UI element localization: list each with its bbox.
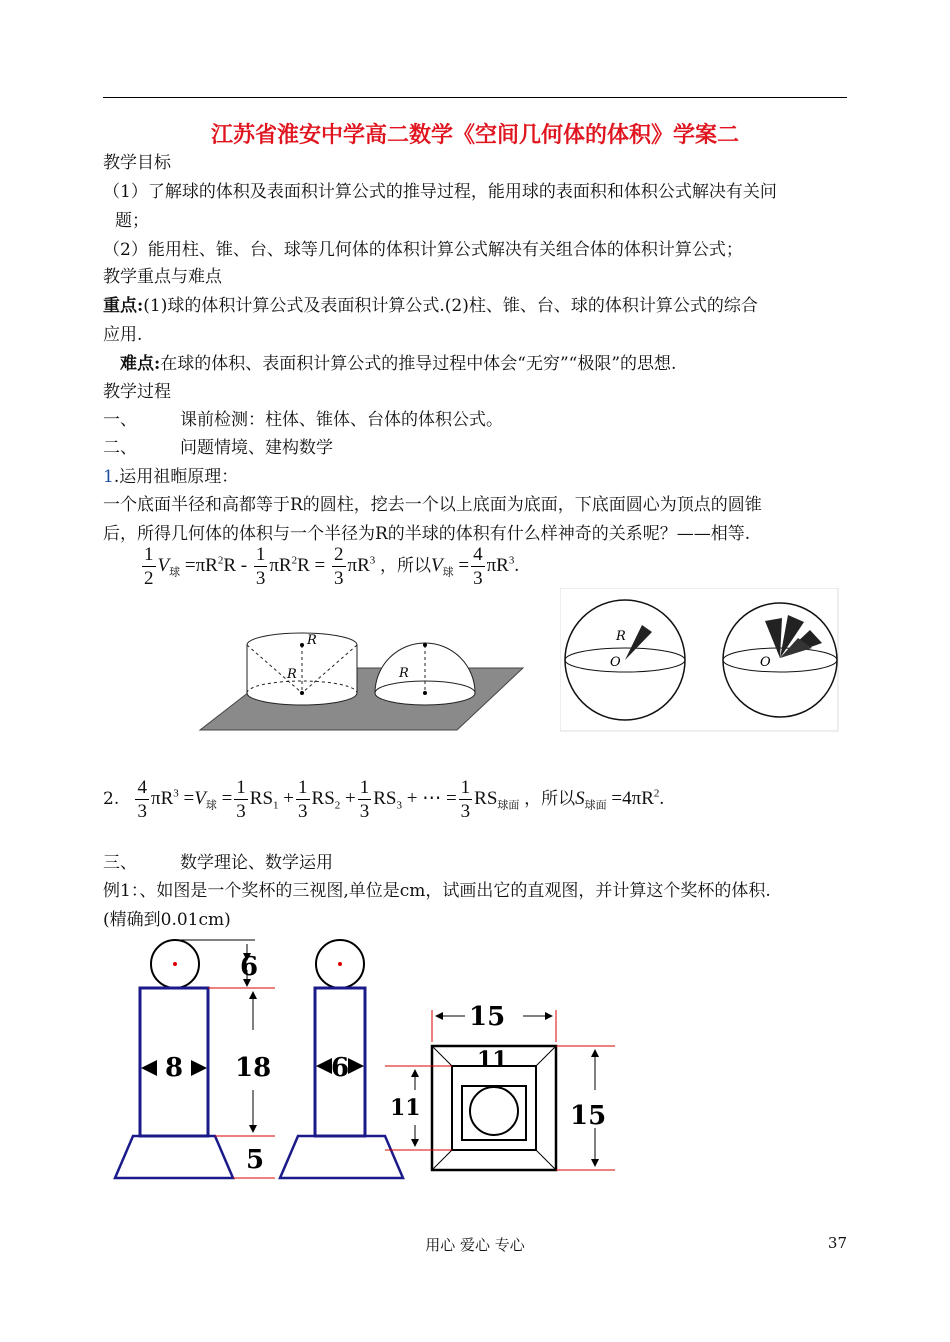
top-ball	[470, 1087, 518, 1135]
section-3-text: 数学理论、数学运用	[180, 853, 333, 873]
difficult-text: 在球的体积、表面积计算公式的推导过程中体会“无穷”“极限”的思想.	[160, 354, 677, 374]
point-1-heading	[103, 462, 238, 487]
footer-motto: 用心 爱心 专心	[425, 1236, 525, 1254]
key-text-1: (1)球的体积计算公式及表面积计算公式.(2)柱、锥、台、球的体积计算公式的综合	[143, 296, 758, 316]
example-1-line2: (精确到0.01cm)	[103, 910, 231, 930]
objective-1-line1: （1）了解球的体积及表面积计算公式的推导过程，能用球的表面积和体积公式解决有关问	[103, 182, 777, 202]
dim-right-15: 15	[570, 1101, 607, 1131]
sphere-figures	[560, 588, 840, 733]
difficult-label: 难点:	[120, 354, 161, 374]
dim-ball-6: 6	[240, 952, 259, 982]
page-number: 37	[827, 1234, 847, 1252]
cylinder-top-center	[300, 643, 304, 647]
sphere-1-label-R: R	[616, 629, 626, 644]
dim-height-18: 18	[235, 1053, 272, 1083]
key-point	[103, 291, 758, 316]
section-3-number: 三、	[103, 853, 137, 873]
section-2-number: 二、	[103, 438, 137, 458]
dim-left-11: 11	[390, 1095, 421, 1121]
section-1-text: 课前检测：柱体、锥体、台体的体积公式。	[180, 410, 503, 430]
dim-width-8: 8	[165, 1053, 184, 1083]
hemisphere-center	[423, 691, 427, 695]
side-base	[280, 1136, 403, 1178]
hemisphere-top	[423, 643, 427, 647]
process-heading: 教学过程	[103, 382, 171, 402]
label-R-height: R	[287, 667, 297, 682]
point-1-body-line2: 后，所得几何体的体积与一个半径为R的半球的体积有什么样神奇的关系呢？——相等.	[103, 524, 751, 544]
frac-half: $\frac{1}{2}$	[144, 544, 154, 589]
objective-2: （2）能用柱、锥、台、球等几何体的体积计算公式解决有关组合体的体积计算公式；	[103, 240, 743, 260]
front-base	[115, 1136, 233, 1178]
point-1-title: .运用祖暅原理：	[113, 467, 239, 487]
frac-four-thirds: $\frac{4}{3}$	[473, 544, 483, 589]
objectives-heading: 教学目标	[103, 153, 171, 173]
key-label: 重点:	[103, 296, 144, 316]
frac-third: $\frac{1}{3}$	[255, 544, 266, 589]
top-mid-square	[452, 1066, 536, 1150]
header-rule	[103, 97, 847, 98]
dim-base-5: 5	[246, 1145, 265, 1175]
label-R-hemisphere: R	[399, 666, 409, 681]
key-point-line2: 应用.	[103, 325, 143, 345]
example-1-line1: 例1：、如图是一个奖杯的三视图,单位是cm，试画出它的直观图，并计算这个奖杯的体积.	[103, 881, 771, 901]
sphere-1-label-O: O	[610, 655, 621, 670]
side-view	[280, 940, 403, 1178]
difficult-point	[120, 349, 676, 374]
page-title: 江苏省淮安中学高二数学《空间几何体的体积》学案二	[210, 122, 739, 148]
point-1-body-line1: 一个底面半径和高都等于R的圆柱，挖去一个以上底面为底面，下底面圆心为顶点的圆锥	[103, 495, 762, 515]
sphere-2-label-O: O	[760, 655, 771, 670]
dim-side-6: 6	[331, 1053, 350, 1083]
section-2-text: 问题情境、建构数学	[180, 438, 333, 458]
label-R-top: R	[307, 633, 317, 648]
formula-1: $\frac{1}{2}$ $V_球 =\pi R^2R$ - $\frac{1}{3}$ $\pi R^2R$ = $\frac{2}{3}$ $\pi R^3$ ，所以$V_球$ = $\frac{4}{3}$ $\pi R^3$.	[144, 544, 520, 589]
formula-2: 2. $\frac{4}{3}$ $\pi R^3 =V_球$ = $\frac{1}{3}$ $RS_1$ + $\frac{1}{3}$ $RS_2$ + $\frac{1}{3}$ $RS_3$ + ⋯ = $\frac{1}{3}$ $RS_{球面}$ ，所以$S_{球面} =4\pi R^2$.	[103, 777, 665, 822]
dim-top-15: 15	[469, 1002, 506, 1032]
cylinder-bottom-center	[300, 691, 304, 695]
dim-inner-11: 11	[477, 1047, 508, 1073]
frac-two-thirds: $\frac{2}{3}$	[334, 544, 344, 589]
keypoints-heading: 教学重点与难点	[103, 267, 222, 287]
objective-1-line2: 题；	[115, 211, 149, 231]
front-view	[115, 940, 275, 1178]
trophy-three-views	[105, 930, 625, 1185]
point-1-number: 1	[103, 467, 114, 487]
top-view	[385, 1002, 615, 1170]
cylinder-hemisphere-figure	[195, 625, 525, 735]
section-1-number: 一、	[103, 410, 137, 430]
top-inner-square	[462, 1086, 526, 1140]
